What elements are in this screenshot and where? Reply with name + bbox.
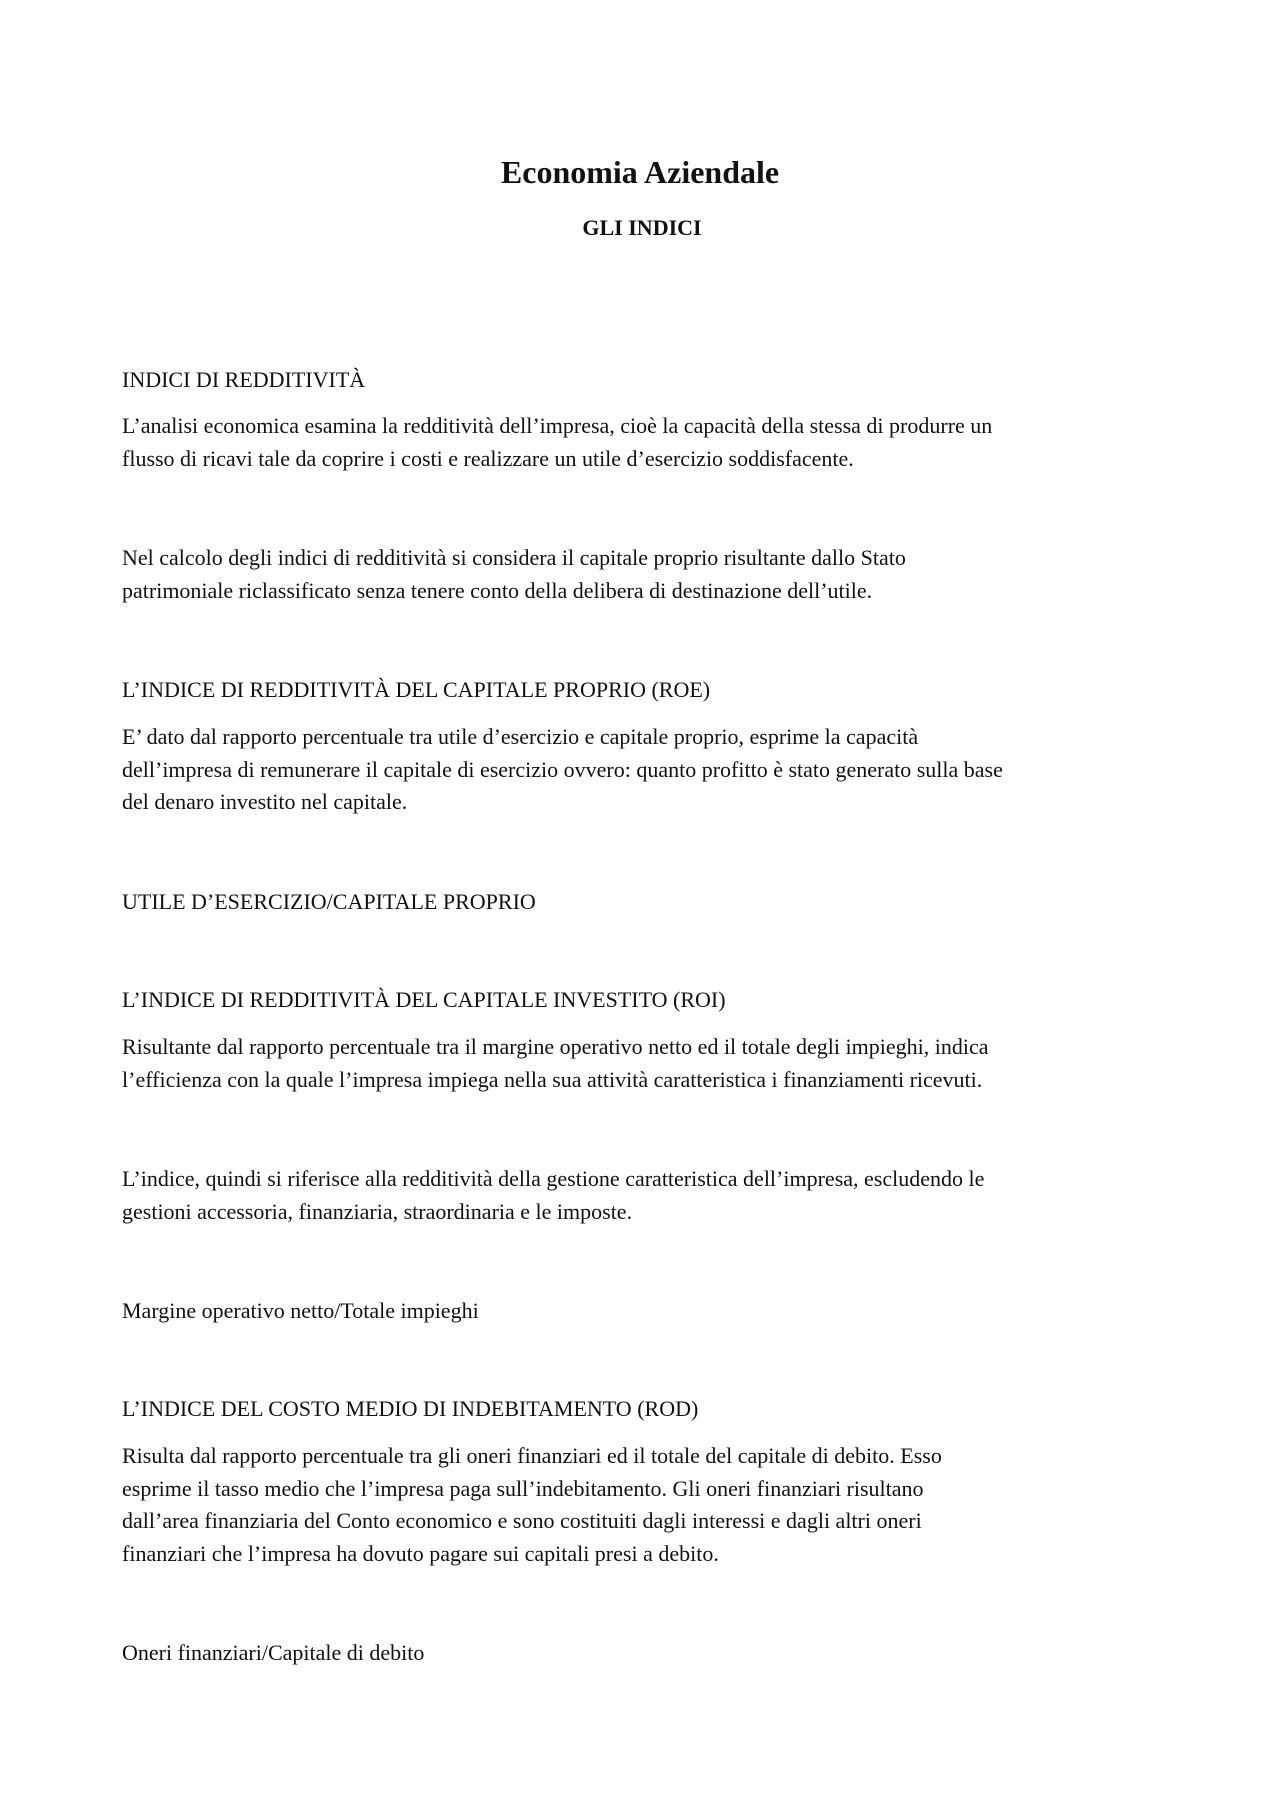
text-line: INDICI DI REDDITIVITÀ	[122, 367, 366, 392]
text-line: dall’area finanziaria del Conto economico e sono costituiti dagli interessi e dagli altri oneri	[122, 1508, 922, 1533]
paragraph-rod	[122, 1440, 1172, 1570]
section-heading-roi	[122, 984, 1172, 1017]
paragraph-roe	[122, 721, 1172, 819]
text-line: Risultante dal rapporto percentuale tra il margine operativo netto ed il totale degli impieghi, indica	[122, 1034, 989, 1059]
text-line: gestioni accessoria, finanziaria, straordinaria e le imposte.	[122, 1198, 633, 1224]
section-heading-rod	[122, 1393, 1172, 1426]
formula-roe	[122, 886, 1172, 919]
text-line: finanziari che l’impresa ha dovuto pagare sui capitali presi a debito.	[122, 1540, 719, 1566]
text-line: del denaro investito nel capitale.	[122, 789, 408, 814]
text-line: L’INDICE DI REDDITIVITÀ DEL CAPITALE INVESTITO (ROI)	[122, 987, 726, 1012]
text-line: patrimoniale riclassificato senza tenere conto della delibera di destinazione dell’utile.	[122, 577, 873, 603]
text-line: Risulta dal rapporto percentuale tra gli oneri finanziari ed il totale del capitale di debito. Esso	[122, 1443, 942, 1468]
text-line: flusso di ricavi tale da coprire i costi e realizzare un utile d’esercizio soddisfacente.	[122, 445, 854, 471]
text-line: L’analisi economica esamina la redditività dell’impresa, cioè la capacità della stessa di produrre un	[122, 413, 993, 438]
text-line: l’efficienza con la quale l’impresa impiega nella sua attività caratteristica i finanziamenti ricevuti.	[122, 1066, 983, 1092]
text-line: E’ dato dal rapporto percentuale tra utile d’esercizio e capitale proprio, esprime la capacità	[122, 724, 919, 749]
document-subtitle: GLI INDICI	[582, 215, 702, 240]
section-heading-roe	[122, 674, 1172, 707]
paragraph-calcolo-indici	[122, 542, 1172, 607]
text-line: Oneri finanziari/Capitale di debito	[122, 1640, 425, 1665]
section-heading-redditivita	[122, 364, 1172, 397]
text-line: L’indice, quindi si riferisce alla redditività della gestione caratteristica dell’impresa, escludendo le	[122, 1166, 985, 1191]
text-line: Nel calcolo degli indici di redditività si considera il capitale proprio risultante dallo Stato	[122, 545, 906, 570]
formula-rod	[122, 1637, 1172, 1670]
text-line: L’INDICE DEL COSTO MEDIO DI INDEBITAMENTO (ROD)	[122, 1396, 699, 1421]
formula-roi	[122, 1295, 1172, 1328]
document-title: Economia Aziendale	[500, 154, 780, 190]
text-line: L’INDICE DI REDDITIVITÀ DEL CAPITALE PROPRIO (ROE)	[122, 677, 711, 702]
text-line: Margine operativo netto/Totale impieghi	[122, 1298, 479, 1323]
paragraph-roi	[122, 1031, 1172, 1096]
text-line: UTILE D’ESERCIZIO/CAPITALE PROPRIO	[122, 889, 536, 914]
paragraph-indice-roi	[122, 1163, 1172, 1228]
paragraph-analisi-economica	[122, 410, 1172, 475]
text-line: dell’impresa di remunerare il capitale di esercizio ovvero: quanto profitto è stato generato sulla base	[122, 756, 1003, 782]
text-line: esprime il tasso medio che l’impresa paga sull’indebitamento. Gli oneri finanziari risultano	[122, 1475, 924, 1501]
